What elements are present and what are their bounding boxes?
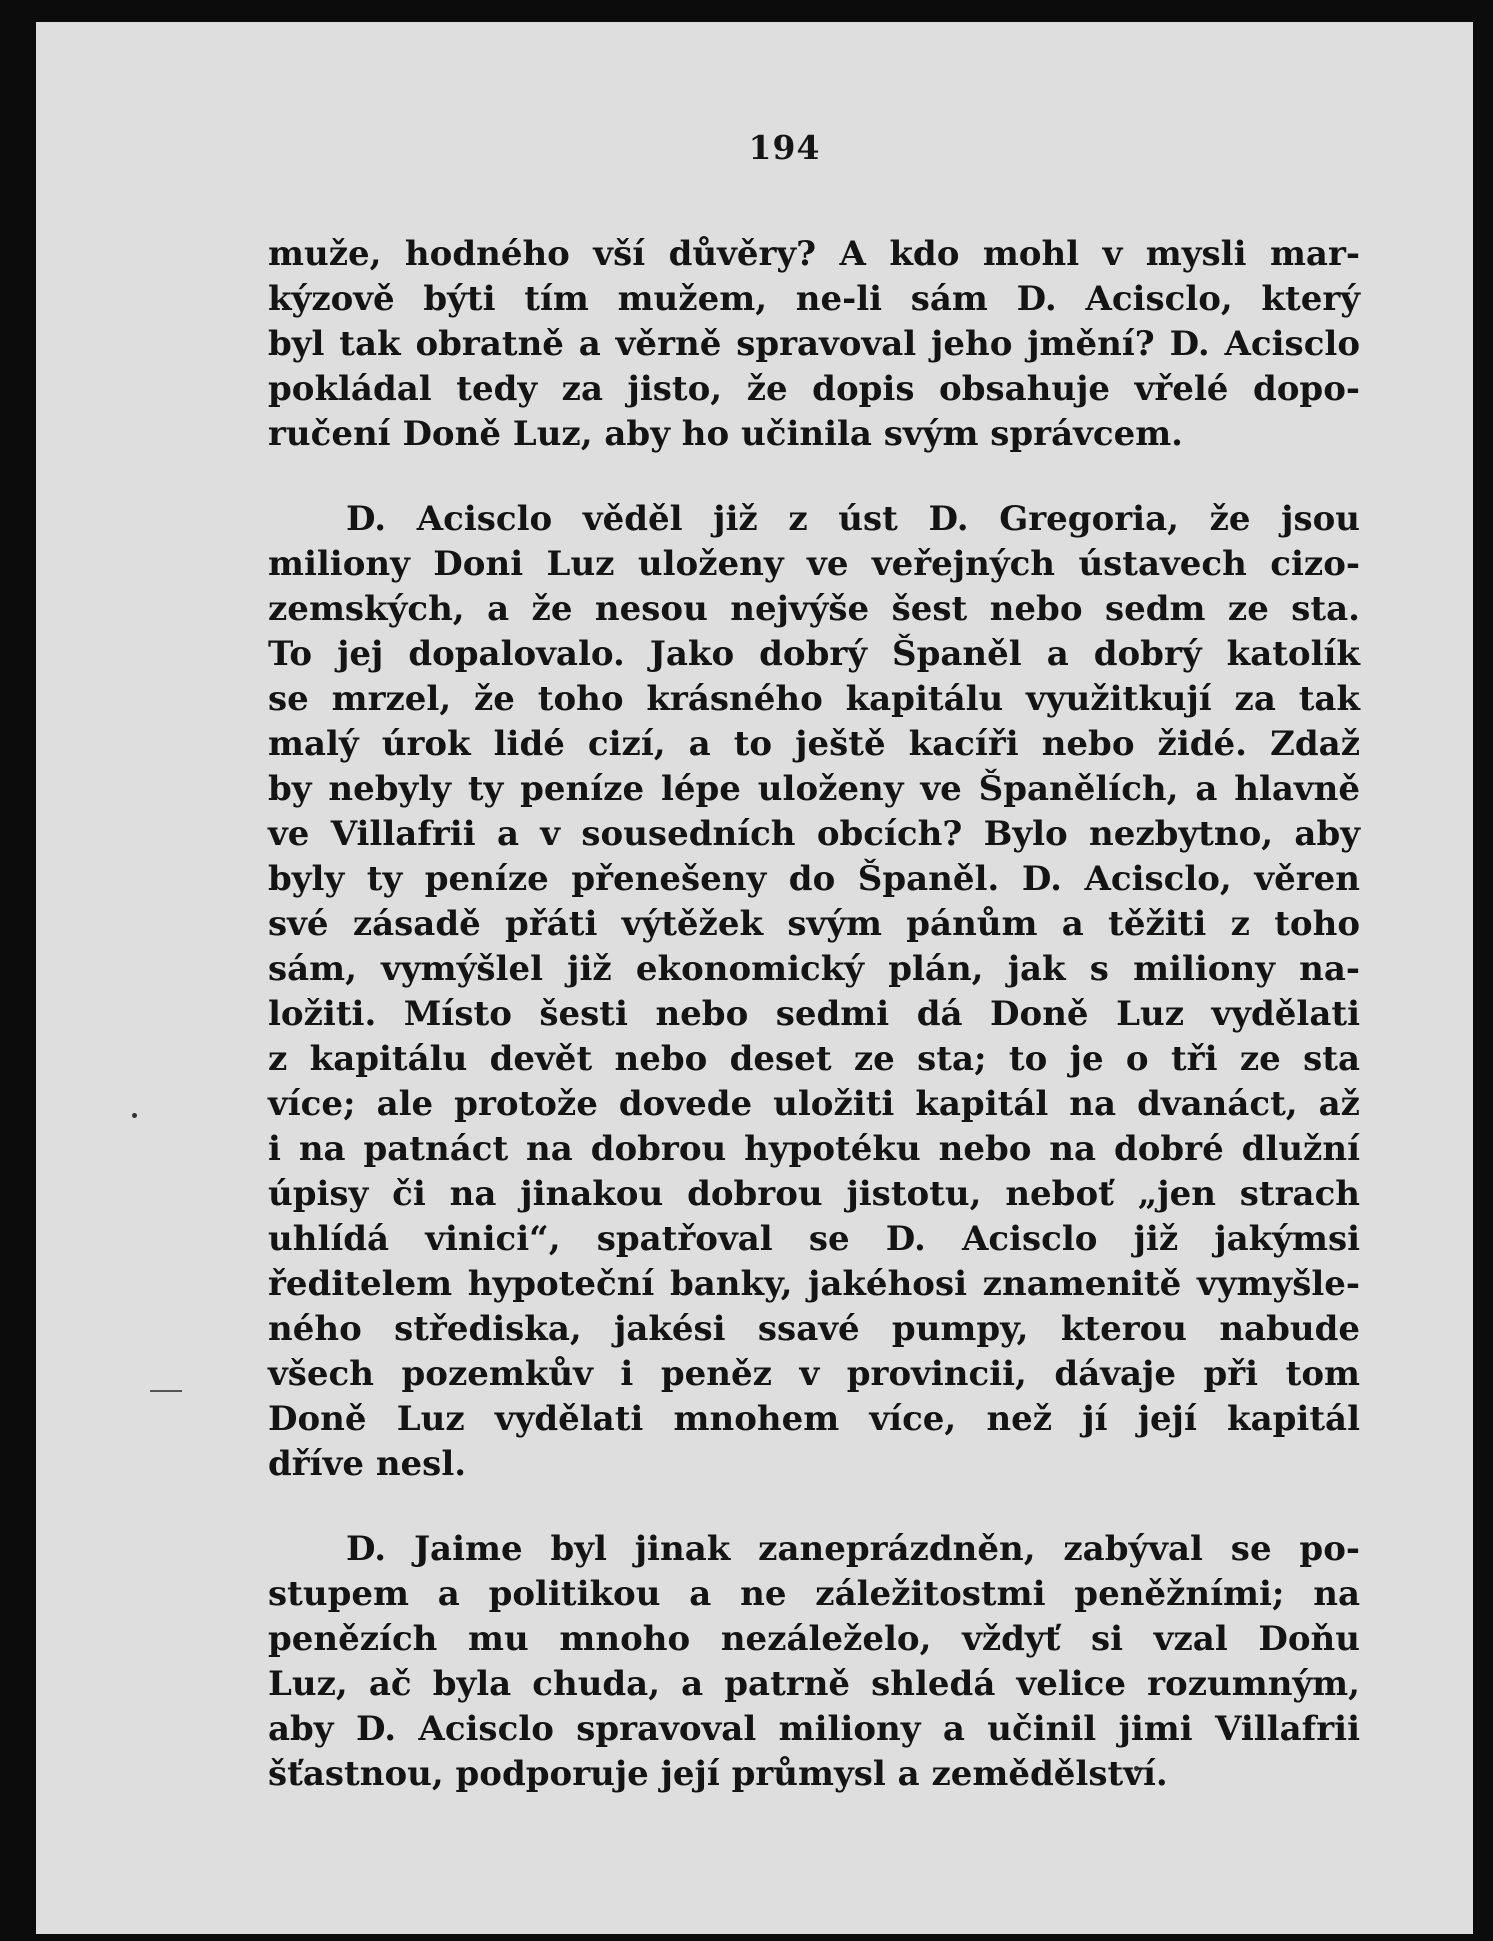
text-line: sám, vymýšlel již ekonomický plán, jak s miliony na- <box>268 949 1360 989</box>
text-line: byl tak obratně a věrně spravoval jeho jmění? D. Acisclo <box>268 324 1360 364</box>
text-line: ného střediska, jakési ssavé pumpy, kterou nabude <box>268 1309 1360 1349</box>
page-number: 194 <box>748 128 821 167</box>
text-line: Doně Luz vydělati mnohem více, než jí její kapitál <box>268 1399 1360 1439</box>
text-line: ve Villafrii a v sousedních obcích? Bylo nezbytno, aby <box>268 814 1360 854</box>
text-line: se mrzel, že toho krásného kapitálu využitkují za tak <box>268 679 1360 719</box>
text-line: dříve nesl. <box>268 1444 467 1484</box>
text-line: ručení Doně Luz, aby ho učinila svým správcem. <box>268 414 1184 454</box>
text-line: aby D. Acisclo spravoval miliony a učinil jimi Villafrii <box>268 1709 1360 1749</box>
text-line: všech pozemkův i peněz v provincii, dávaje při tom <box>268 1354 1360 1394</box>
text-line: byly ty peníze přenešeny do Španěl. D. Acisclo, věren <box>268 859 1360 899</box>
text-line: z kapitálu devět nebo deset ze sta; to je o tři ze sta <box>268 1039 1360 1079</box>
paragraph-3 <box>268 1527 1360 1797</box>
body-text <box>268 232 1360 1797</box>
paragraph-2 <box>268 497 1360 1487</box>
text-line: stupem a politikou a ne záležitostmi peněžními; na <box>268 1574 1360 1614</box>
text-line: by nebyly ty peníze lépe uloženy ve Španělích, a hlavně <box>268 769 1360 809</box>
margin-mark <box>150 1390 182 1392</box>
text-line: pokládal tedy za jisto, že dopis obsahuje vřelé dopo- <box>268 369 1360 409</box>
text-line: D. Jaime byl jinak zaneprázdněn, zabýval se po- <box>346 1529 1360 1569</box>
text-line: šťastnou, podporuje její průmysl a zemědělství. <box>268 1754 1168 1794</box>
text-line: kýzově býti tím mužem, ne-li sám D. Acisclo, který <box>268 279 1360 319</box>
text-line: i na patnáct na dobrou hypotéku nebo na dobré dlužní <box>268 1129 1360 1169</box>
paragraph-1 <box>268 232 1360 457</box>
text-line: ředitelem hypoteční banky, jakéhosi znamenitě vymyšle- <box>268 1264 1360 1304</box>
text-line: úpisy či na jinakou dobrou jistotu, neboť „jen strach <box>268 1174 1360 1214</box>
text-line: muže, hodného vší důvěry? A kdo mohl v mysli mar- <box>268 234 1360 274</box>
text-line: To jej dopalovalo. Jako dobrý Španěl a dobrý katolík <box>268 634 1360 674</box>
text-line: malý úrok lidé cizí, a to ještě kacíři nebo židé. Zdaž <box>268 724 1360 764</box>
text-line: Luz, ač byla chuda, a patrně shledá velice rozumným, <box>268 1664 1360 1704</box>
book-page <box>36 22 1473 1934</box>
text-line: ložiti. Místo šesti nebo sedmi dá Doně Luz vydělati <box>268 994 1360 1034</box>
text-line: zemských, a že nesou nejvýše šest nebo sedm ze sta. <box>268 589 1360 629</box>
text-line: D. Acisclo věděl již z úst D. Gregoria, že jsou <box>346 499 1360 539</box>
text-line: miliony Doni Luz uloženy ve veřejných ústavech cizo- <box>268 544 1360 584</box>
text-line: penězích mu mnoho nezáleželo, vždyť si vzal Doňu <box>268 1619 1360 1659</box>
text-line: své zásadě přáti výtěžek svým pánům a těžiti z toho <box>268 904 1360 944</box>
text-line: uhlídá vinici“, spatřoval se D. Acisclo již jakýmsi <box>268 1219 1360 1259</box>
text-line: více; ale protože dovede uložiti kapitál na dvanáct, až <box>268 1084 1360 1124</box>
speck <box>132 1113 137 1118</box>
